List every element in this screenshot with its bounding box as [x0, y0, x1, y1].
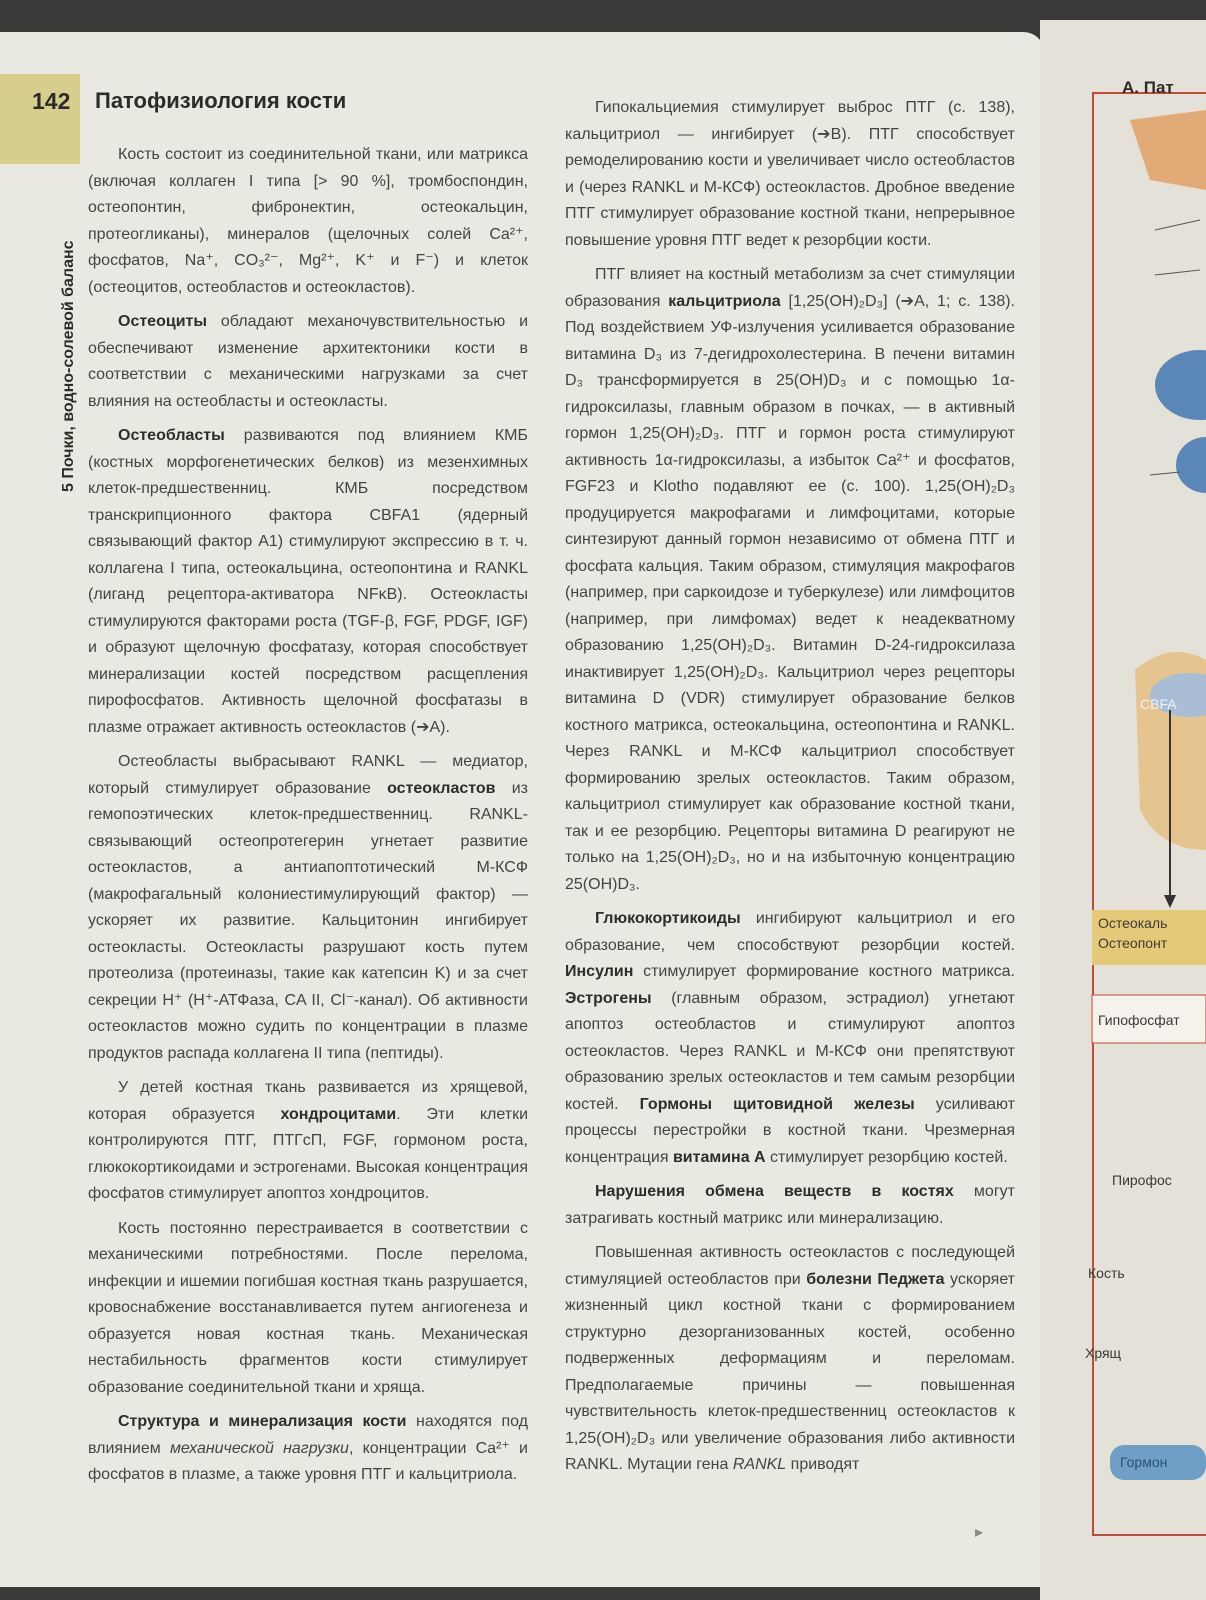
- figure-title: А. Пат: [1122, 78, 1174, 97]
- arrow-line: [1155, 270, 1200, 275]
- text-column-right: [565, 95, 1015, 1487]
- paragraph: Структура и минерализация кости находятся под влиянием механической нагрузки, концентрации Ca²⁺ и фосфатов в плазме, а также уровня ПТГ и кальцитриола.: [88, 1413, 529, 1483]
- blue-shape: [1155, 350, 1206, 420]
- arrowhead-icon: [1164, 895, 1176, 908]
- blue-shape: [1176, 437, 1206, 493]
- paragraph: У детей костная ткань развивается из хрящевой, которая образуется хондроцитами. Эти клетки контролируются ПТГ, ПТГсП, FGF, гормоном роста, глюкокортикоидами и эстрогенами. Высокая концентрация фосфатов стимулирует апоптоз хондроцитов.: [88, 1079, 528, 1202]
- figure-label-bone: Кость: [1088, 1265, 1125, 1281]
- figure-label-pyrophosphate: Пирофос: [1112, 1172, 1172, 1188]
- paragraph: Остеоциты обладают механочувствительностью и обеспечивают изменение архитектоники кости в соответствии с механическими нагрузками за счет влияния на остеобласты и остеокласты.: [88, 313, 528, 410]
- continue-arrow-icon: ▸: [975, 1524, 984, 1541]
- paragraph: Остеобласты выбрасывают RANKL — медиатор, который стимулирует образование остеокластов из гемопоэтических клеток-предшественниц. RANKL-связывающий остеопротегерин угнетает развитие остеокластов, а антиапоптотический М-КСФ (макрофагальный колониестимулирующий фактор) — ускоряет их развитие. Кальцитонин ингибирует остеокласты. Остеокласты разрушают кость путем протеолиза (протеиназы, такие как катепсин K) и за счет секреции H⁺ (H⁺-АТФаза, CA II, Cl⁻-канал). Об активности остеокластов можно судить по концентрации в плазме продуктов распада коллагена II типа (пептиды).: [88, 753, 529, 1062]
- book-page: [0, 32, 1045, 1587]
- page-number: 142: [32, 88, 71, 114]
- paragraph: ПТГ влияет на костный метаболизм за счет стимуляции образования кальцитриола [1,25(OH)₂D₃] (➔A, 1; с. 138). Под воздействием УФ-излучения усиливается образование витамина D₃ из 7-дегидрохолестерина. В печени витамин D₃ трансформируется в 25(OH)D₃ и с помощью 1α-гидроксилазы, главным образом в почках, — в активный гормон 1,25(OH)₂D₃. ПТГ и гормон роста стимулируют активность 1α-гидроксилазы, а избыток Ca²⁺ и фосфатов, FGF23 и Klotho подавляют ее (с. 100). 1,25(OH)₂D₃ продуцируется макрофагами и лимфоцитами, которые синтезируют данный гормон независимо от обмена ПТГ и фосфата кальция. Таким образом, стимуляция макрофагов (например, при саркоидозе и туберкулезе) или лимфоцитов (например, при лимфомах) ведет к неадекватному образованию 1,25(OH)₂D₃. Витамин D-24-гидроксилаза инактивирует 1,25(OH)₂D₃. Кальцитриол через рецепторы витамина D (VDR) стимулирует образование белков костного матрикса, остеокальцина, остеопонтина и RANKL. Через RANKL и М-КСФ кальцитриол способствует формированию зрелых остеокластов. Таким образом, кальцитриол стимулирует как образование костной ткани, так и ее резорбцию. Рецепторы витамина D реагируют не только на 1,25(OH)₂D₃, но и на избыточную концентрацию 25(OH)D₃.: [565, 266, 1015, 893]
- paragraph: Гипокальциемия стимулирует выброс ПТГ (с. 138), кальцитриол — ингибирует (➔B). ПТГ способствует ремоделированию кости и увеличивает число остеобластов и (через RANKL и М-КСФ) остеокластов. Дробное введение ПТГ стимулирует образование костной ткани, непрерывное повышение уровня ПТГ ведет к резорбции кости.: [565, 99, 1015, 249]
- figure-label-cbfa: CBFA: [1140, 696, 1177, 712]
- figure-label-hormone: Гормон: [1120, 1454, 1168, 1470]
- chapter-side-label: 5 Почки, водно-солевой баланс: [60, 240, 77, 492]
- paragraph: Повышенная активность остеокластов с последующей стимуляцией остеобластов при болезни Педжета ускоряет жизненный цикл костной ткани с формированием структурно дезорганизованных костей, особенно подверженных деформациям и переломам. Предполагаемые причины — повышенная чувствительность клеток-предшественниц остеокластов к 1,25(OH)₂D₃ или увеличение образования либо активности RANKL. Мутации гена RANKL приводят: [565, 1244, 1016, 1473]
- arrow-line: [1155, 220, 1200, 230]
- arrow-line: [1150, 472, 1180, 475]
- paragraph: Нарушения обмена веществ в костях могут затрагивать костный матрикс или минерализацию.: [565, 1183, 1015, 1227]
- page-title: Патофизиология кости: [95, 88, 347, 113]
- figure-label-osteocalcin: Остеокаль: [1098, 915, 1168, 931]
- paragraph: Остеобласты развиваются под влиянием КМБ (костных морфогенетических белков) из мезенхимных клеток-предшественниц. КМБ посредством транскрипционного фактора CBFA1 (ядерный связывающий фактор A1) стимулируют экспрессию в т. ч. коллагена I типа, остеокальцина, остеопонтина и RANKL (лиганд рецептора-активатора NFκB). Остеокласты стимулируются факторами роста (TGF-β, FGF, PDGF, IGF) и образуют щелочную фосфатазу, которая способствует минерализации костей посредством расщепления пирофосфатов. Активность щелочной фосфатазы в плазме отражает активность остеокластов (➔A).: [88, 427, 528, 736]
- text-column-left: [88, 142, 528, 1497]
- adjacent-page: [1040, 20, 1206, 1600]
- figure-label-osteopontin: Остеопонт: [1098, 935, 1168, 951]
- figure-label-cartilage: Хрящ: [1085, 1345, 1122, 1361]
- figure-illustration: [1040, 20, 1206, 1600]
- orange-shape: [1130, 110, 1206, 190]
- figure-label-hypophosphatasia: Гипофосфат: [1098, 1012, 1180, 1028]
- paragraph: Кость постоянно перестраивается в соответствии с механическими потребностями. После перелома, инфекции и ишемии погибшая костная ткань разрушается, кровоснабжение восстанавливается путем ангиогенеза и образуется новая костная ткань. Механическая нестабильность фрагментов кости стимулирует образование соединительной ткани и хряща.: [88, 1219, 528, 1396]
- paragraph: Кость состоит из соединительной ткани, или матрикса (включая коллаген I типа [> 90 %], тромбоспондин, остеопонтин, фибронектин, остеокальцин, протеогликаны), минералов (щелочных солей Ca²⁺, фосфатов, Na⁺, CO₃²⁻, Mg²⁺, K⁺ и F⁻) и клеток (остеоцитов, остеобластов и остеокластов).: [88, 146, 528, 296]
- paragraph: Глюкокортикоиды ингибируют кальцитриол и его образование, чем способствуют резорбции костей. Инсулин стимулирует формирование костного матрикса. Эстрогены (главным образом, эстрадиол) угнетают апоптоз остеобластов и стимулируют апоптоз остеокластов. Через RANKL и М-КСФ они препятствуют образованию зрелых остеокластов и тем самым резорбции костей. Гормоны щитовидной железы усиливают процессы перестройки в костной ткани. Чрезмерная концентрация витамина A стимулирует резорбцию костей.: [565, 910, 1015, 1166]
